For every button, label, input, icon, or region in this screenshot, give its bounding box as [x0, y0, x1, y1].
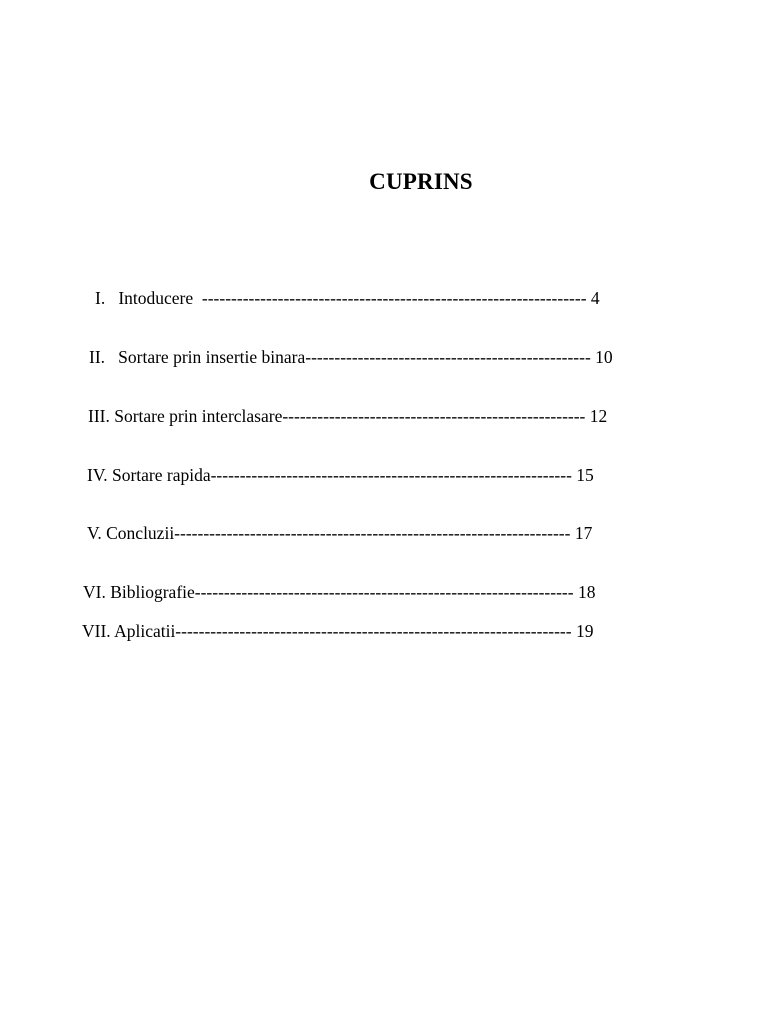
toc-entry-concluzii: V. Concluzii-------------------------------------------------------------------- 17	[87, 523, 593, 543]
toc-entry-bibliografie: VI. Bibliografie----------------------------------------------------------------- 18	[83, 582, 596, 602]
toc-entry-introducere: I. Intoducere ------------------------------------------------------------------ 4	[95, 288, 600, 308]
toc-entry-sortare-insertie-binara: II. Sortare prin insertie binara------------------------------------------------- 10	[89, 347, 613, 367]
page-title: CUPRINS	[369, 169, 473, 194]
toc-entry-aplicatii: VII. Aplicatii-------------------------------------------------------------------- 19	[82, 621, 594, 641]
toc-entry-sortare-interclasare: III. Sortare prin interclasare---------------------------------------------------- 12	[88, 406, 608, 426]
toc-entry-sortare-rapida: IV. Sortare rapida-------------------------------------------------------------- 15	[87, 465, 594, 485]
